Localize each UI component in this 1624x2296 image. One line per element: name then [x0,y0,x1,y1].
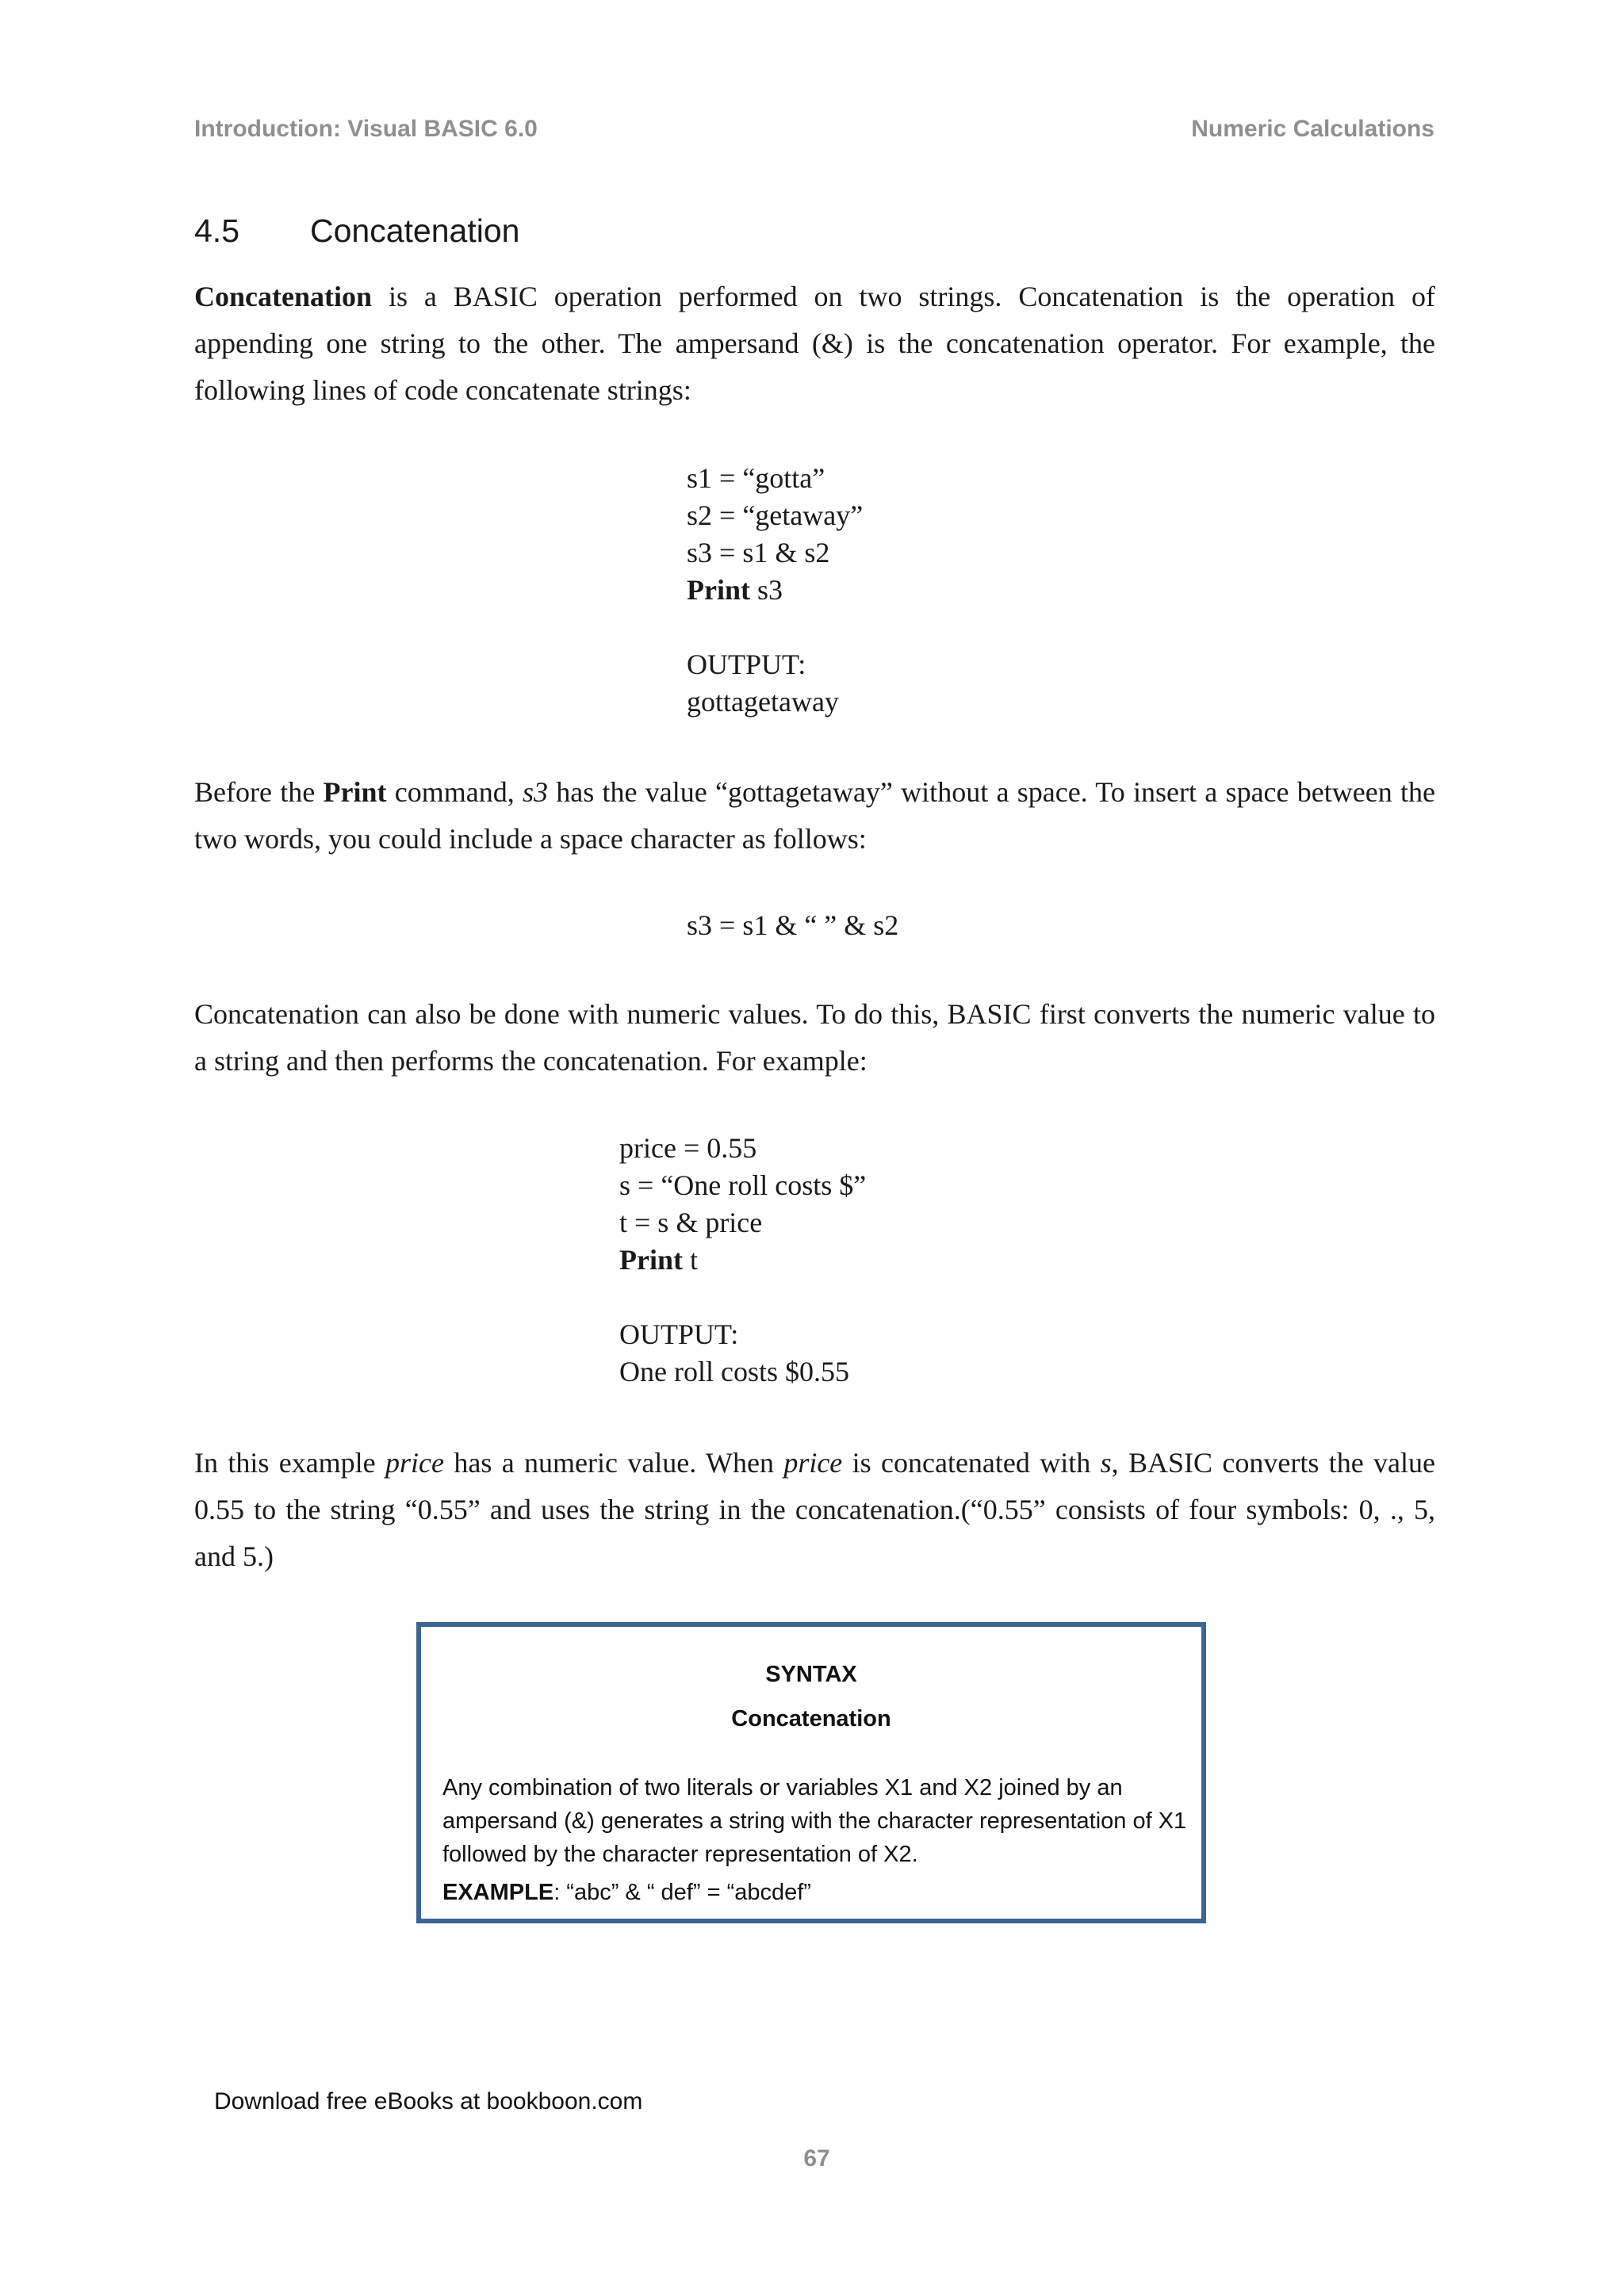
print-explanation-paragraph [194,769,1435,863]
output-value: gottagetaway [687,686,839,718]
text-run: has the value “gottagetaway” without a space. To insert a space between the two words, you could include a space character as follows: [194,776,1435,855]
code-blank-line [619,1279,866,1316]
syntax-description: Any combination of two literals or variables X1 and X2 joined by an ampersand (&) generates a string with the character representation of X1 followed by the character representation of X2. [442,1775,1187,1867]
print-argument: t [682,1244,698,1276]
syntax-heading: SYNTAX [765,1662,857,1687]
text-run: , BASIC converts the value 0.55 to the string “0.55” and uses the string in the concatenation.(“0.55” consists of four symbols: 0, ., 5, and 5.) [194,1447,1435,1572]
syntax-example [442,1876,1188,1909]
text-run: Before the [194,776,324,808]
intro-paragraph [194,274,1435,414]
code-line: s1 = “gotta” [687,462,825,494]
print-keyword: Print [687,574,750,606]
example-text: : “abc” & “ def” = “abcdef” [553,1880,811,1905]
code-line: s3 = s1 & “ ” & s2 [687,909,899,941]
code-line: s2 = “getaway” [687,499,864,531]
print-keyword: Print [619,1244,683,1276]
output-label: OUTPUT: [687,649,806,680]
text-run: In this example [194,1447,386,1479]
code-blank-line [687,609,863,646]
numeric-concatenation-paragraph: Concatenation can also be done with numeric values. To do this, BASIC first converts the numeric value to a string and then performs the concatenation. For example: [194,998,1435,1077]
intro-paragraph-text: is a BASIC operation performed on two strings. Concatenation is the operation of appending one string to the other. The ampersand (&) is the concatenation operator. For example, the following lines of code concatenate strings: [194,281,1435,406]
variable-price: price [783,1447,843,1479]
code-line: price = 0.55 [619,1132,757,1164]
output-label: OUTPUT: [619,1318,739,1350]
variable-price: price [385,1447,444,1479]
term-concatenation: Concatenation [194,281,372,312]
code-line: s3 = s1 & s2 [687,537,830,568]
text-run: command, [386,776,523,808]
syntax-box [416,1622,1206,1923]
section-heading [194,212,519,250]
variable-s: s [1100,1447,1112,1479]
running-header-left: Introduction: Visual BASIC 6.0 [194,116,538,142]
price-explanation-paragraph [194,1440,1435,1580]
variable-s3: s3 [522,776,548,808]
code-example-numeric [619,1130,866,1391]
code-line-print [619,1242,866,1279]
code-example-strings [687,460,863,721]
output-value: One roll costs $0.55 [619,1356,849,1387]
code-line-print [687,572,863,609]
print-argument: s3 [749,574,783,606]
footer-download-link[interactable]: Download free eBooks at bookboon.com [214,2088,643,2114]
text-run: is concatenated with [842,1447,1101,1479]
code-line: t = s & price [619,1207,763,1238]
example-label: EXAMPLE [442,1880,554,1905]
code-example-space [687,907,898,944]
code-line: s = “One roll costs $” [619,1169,867,1201]
print-keyword: Print [323,776,387,808]
text-run: has a numeric value. When [443,1447,784,1479]
section-title: Concatenation [310,212,520,249]
running-header-right: Numeric Calculations [1191,116,1434,142]
syntax-subheading: Concatenation [731,1706,891,1732]
section-number: 4.5 [194,212,239,249]
page-number: 67 [803,2145,830,2172]
